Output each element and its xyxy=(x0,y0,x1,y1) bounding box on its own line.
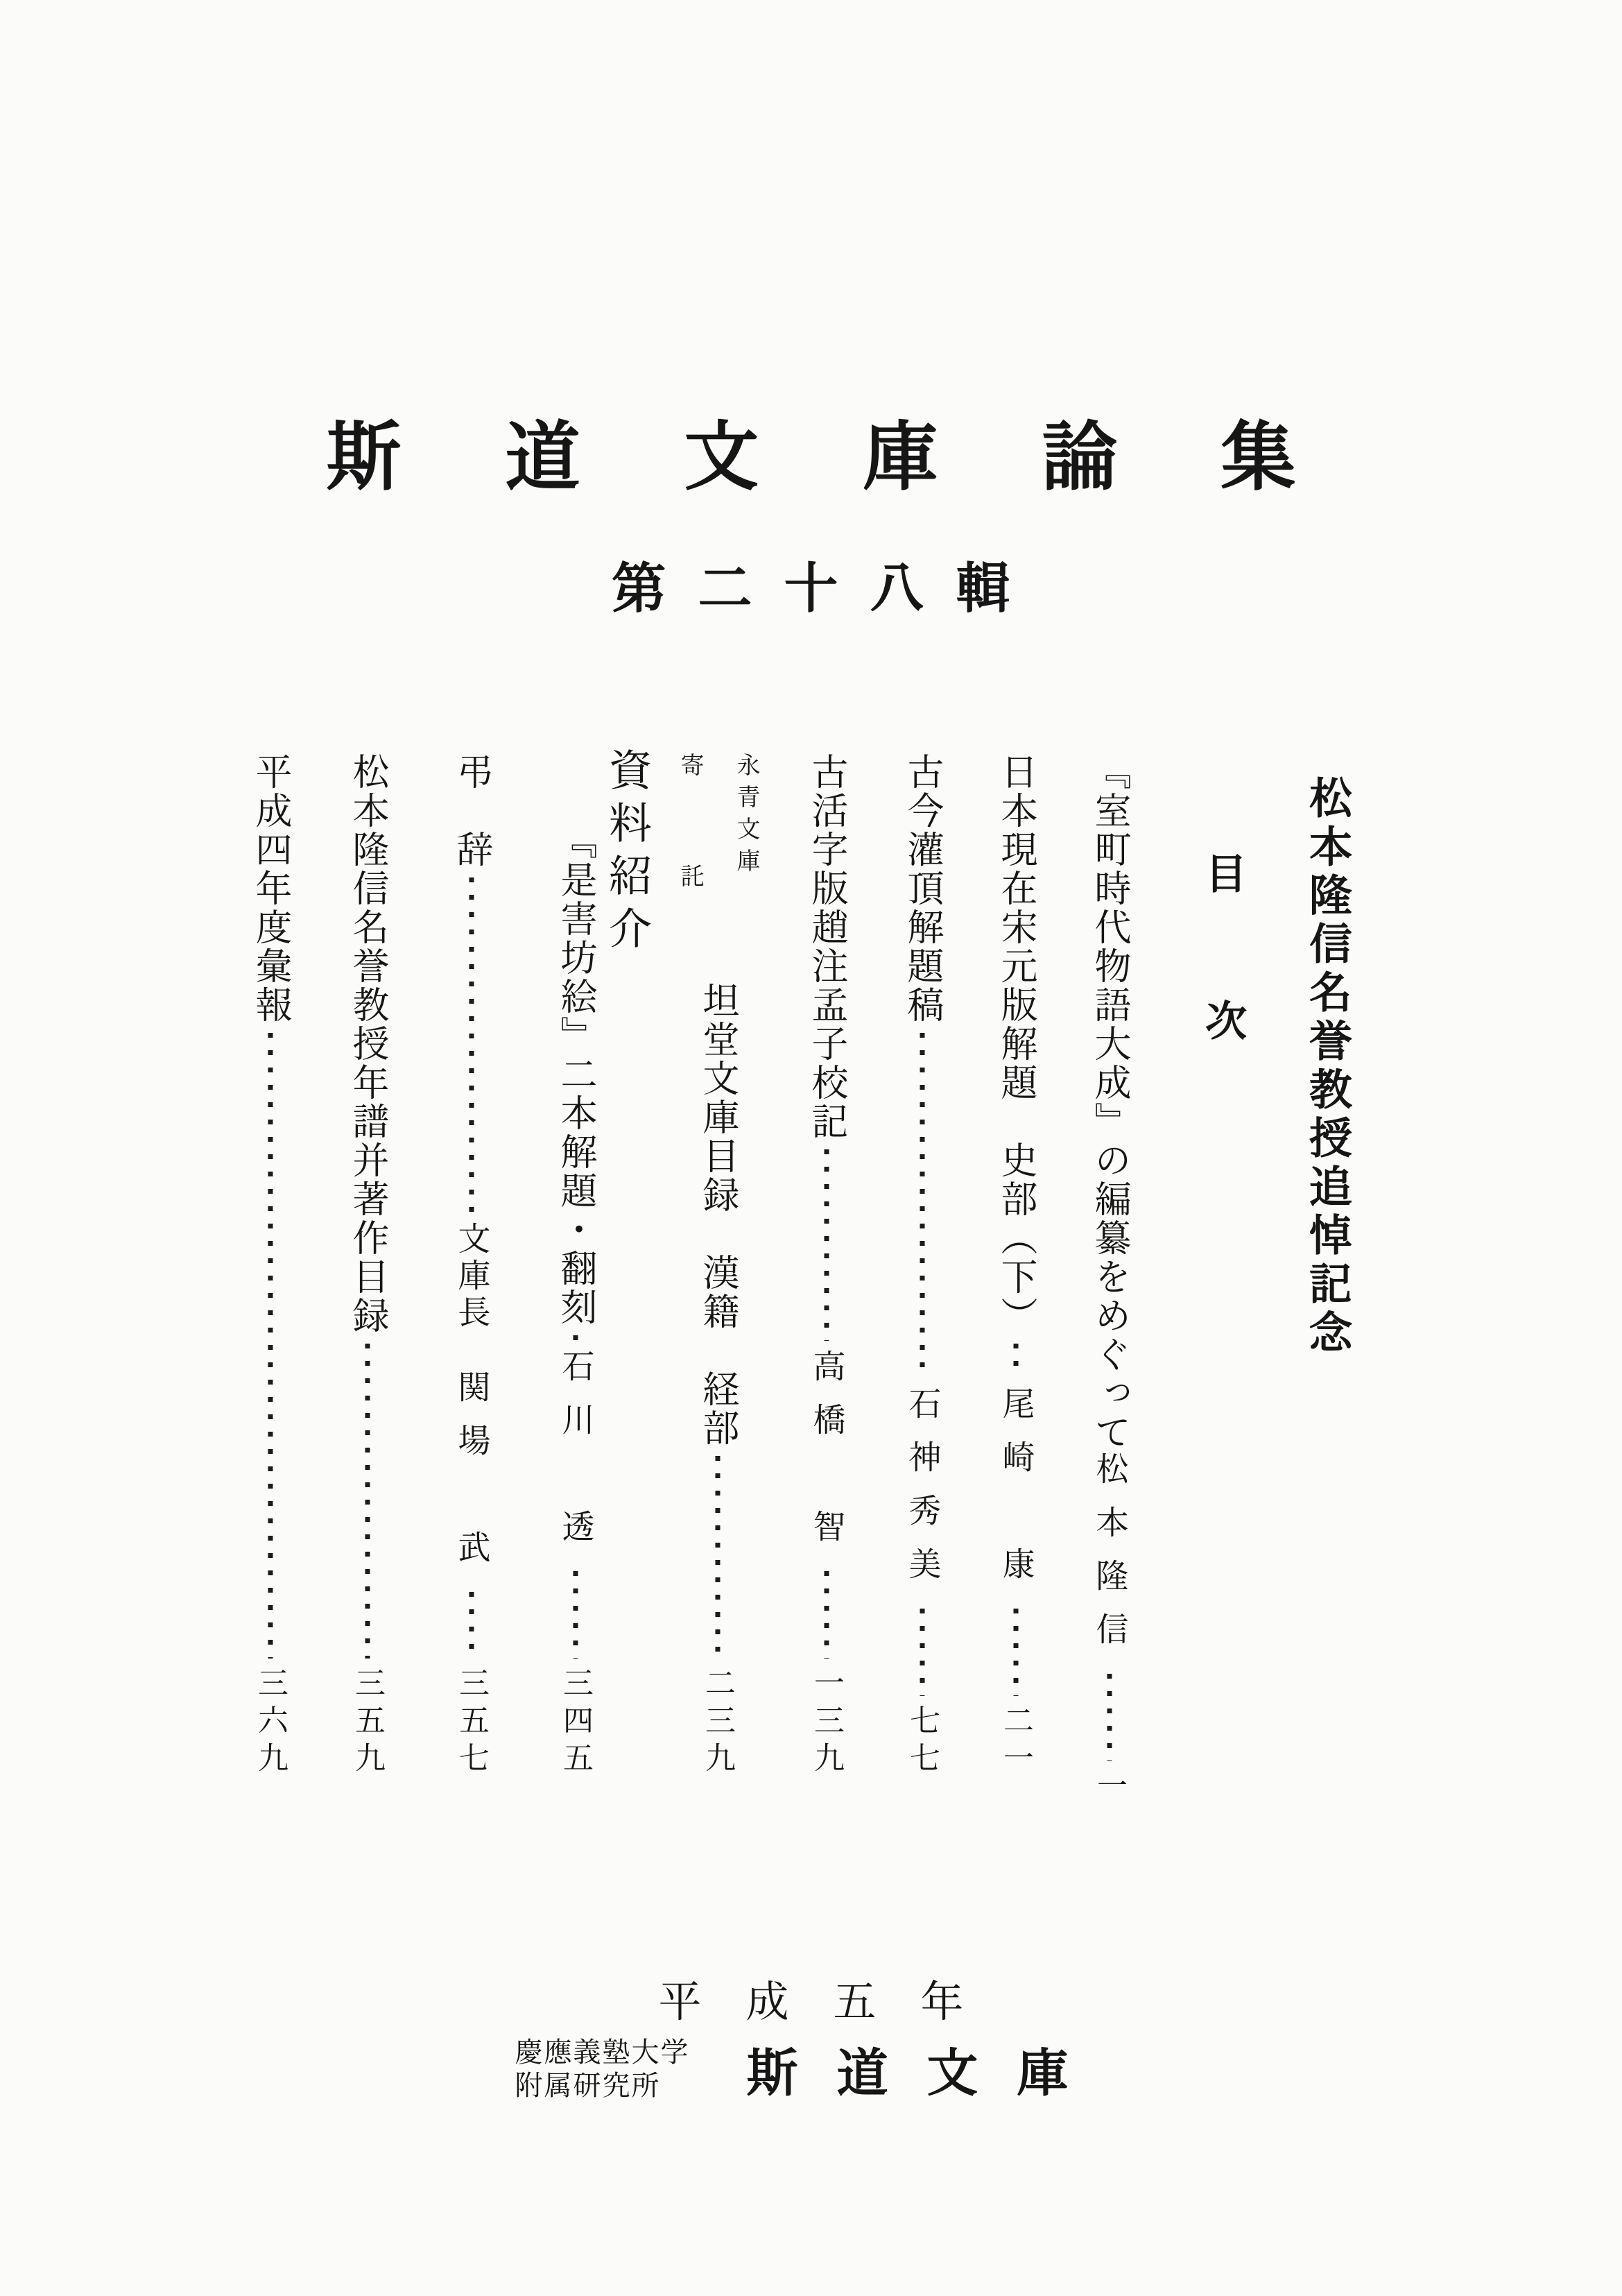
toc-entry-nenpu-chosaku-mokuroku xyxy=(329,753,406,1779)
imprint-year: 平成五年 xyxy=(658,1979,1008,2026)
entry-title: 坦堂文庫目録 漢籍 経部 xyxy=(698,982,738,1448)
entry-title: 日本現在宋元版解題 史部（下） xyxy=(996,753,1036,1335)
institution-line2: 附属研究所 xyxy=(515,2070,661,2101)
dot-leader xyxy=(253,1025,288,1667)
volume-number: 第二十八輯 xyxy=(612,558,1042,619)
entry-page-number: 二三九 xyxy=(700,1667,734,1779)
entry-author: 尾崎 康 xyxy=(997,1387,1034,1600)
toc-entry-kokatsujiban-moshi xyxy=(788,753,865,1779)
toc-entry-iho xyxy=(232,753,309,1779)
toc-label xyxy=(1184,852,1261,1143)
entry-title: 古今灌頂解題稿 xyxy=(902,753,942,1025)
entry-title: 『室町時代物語大成』の編纂をめぐって xyxy=(1089,753,1130,1452)
toc-entry-zegaibo-e xyxy=(537,822,614,1779)
toc-entry-muromachi-monogatari xyxy=(1071,753,1148,1807)
dot-leader xyxy=(999,1335,1033,1387)
entry-author-role: 文庫長 xyxy=(453,1222,490,1332)
dot-leader xyxy=(454,869,489,1222)
toc-entry-kokon-kanjo xyxy=(884,753,960,1779)
toc-entry-choji xyxy=(433,753,510,1779)
deposit-annotation xyxy=(673,753,763,975)
entry-author: 石川 透 xyxy=(557,1349,594,1563)
entry-author: 松本隆信 xyxy=(1091,1452,1128,1665)
entry-title: 松本隆信名誉教授年譜并著作目録 xyxy=(347,753,388,1335)
entry-title: 古活字版趙注孟子校記 xyxy=(806,753,847,1141)
entry-page-number: 三四五 xyxy=(558,1667,592,1779)
dot-leader xyxy=(905,1025,940,1387)
page-title: 斯道文庫論集 xyxy=(326,417,1400,499)
dot-leader xyxy=(558,1327,593,1349)
imprint-publisher-block xyxy=(515,2032,1107,2106)
deposit-annotation-line1: 永青文庫 xyxy=(733,753,759,880)
entry-author: 高橋 智 xyxy=(808,1349,845,1563)
entry-page-number: 一三九 xyxy=(809,1667,843,1779)
institution-line1: 慶應義塾大学 xyxy=(515,2037,690,2068)
deposit-annotation-line2: 寄託 xyxy=(677,753,702,975)
publisher-name: 斯道文庫 xyxy=(746,2046,1107,2102)
entry-page-number: 三五七 xyxy=(454,1667,488,1779)
institution-name xyxy=(515,2036,690,2102)
toc-entry-sogenban-kaidai xyxy=(978,753,1054,1779)
entry-page-number: 七七 xyxy=(905,1704,939,1779)
entry-page-number: 一 xyxy=(1092,1770,1126,1807)
entry-page-number: 三五九 xyxy=(350,1667,384,1779)
entry-page-number: 三六九 xyxy=(253,1667,287,1779)
toc-label-first: 目 xyxy=(1200,852,1245,893)
toc-entry-tando-bunko-mokuroku xyxy=(666,753,770,1779)
entry-author-name: 関場 武 xyxy=(453,1370,490,1584)
entry-title: 平成四年度彙報 xyxy=(250,753,291,1025)
memorial-header: 松本隆信名誉教授追悼記念 xyxy=(1302,776,1350,1358)
dot-leader xyxy=(350,1335,385,1667)
entry-title: 『是害坊絵』二本解題・翻刻 xyxy=(555,822,596,1327)
dot-leader xyxy=(809,1141,844,1349)
section-label-shiryo-shokai: 資料紹介 xyxy=(602,748,650,959)
dot-leader xyxy=(700,1448,735,1667)
entry-page-number: 二一 xyxy=(999,1704,1033,1779)
toc-label-second: 次 xyxy=(1200,999,1245,1040)
entry-author: 石神秀美 xyxy=(904,1387,940,1600)
entry-title: 弔 辞 xyxy=(451,753,492,869)
entry-author xyxy=(449,1222,495,1584)
